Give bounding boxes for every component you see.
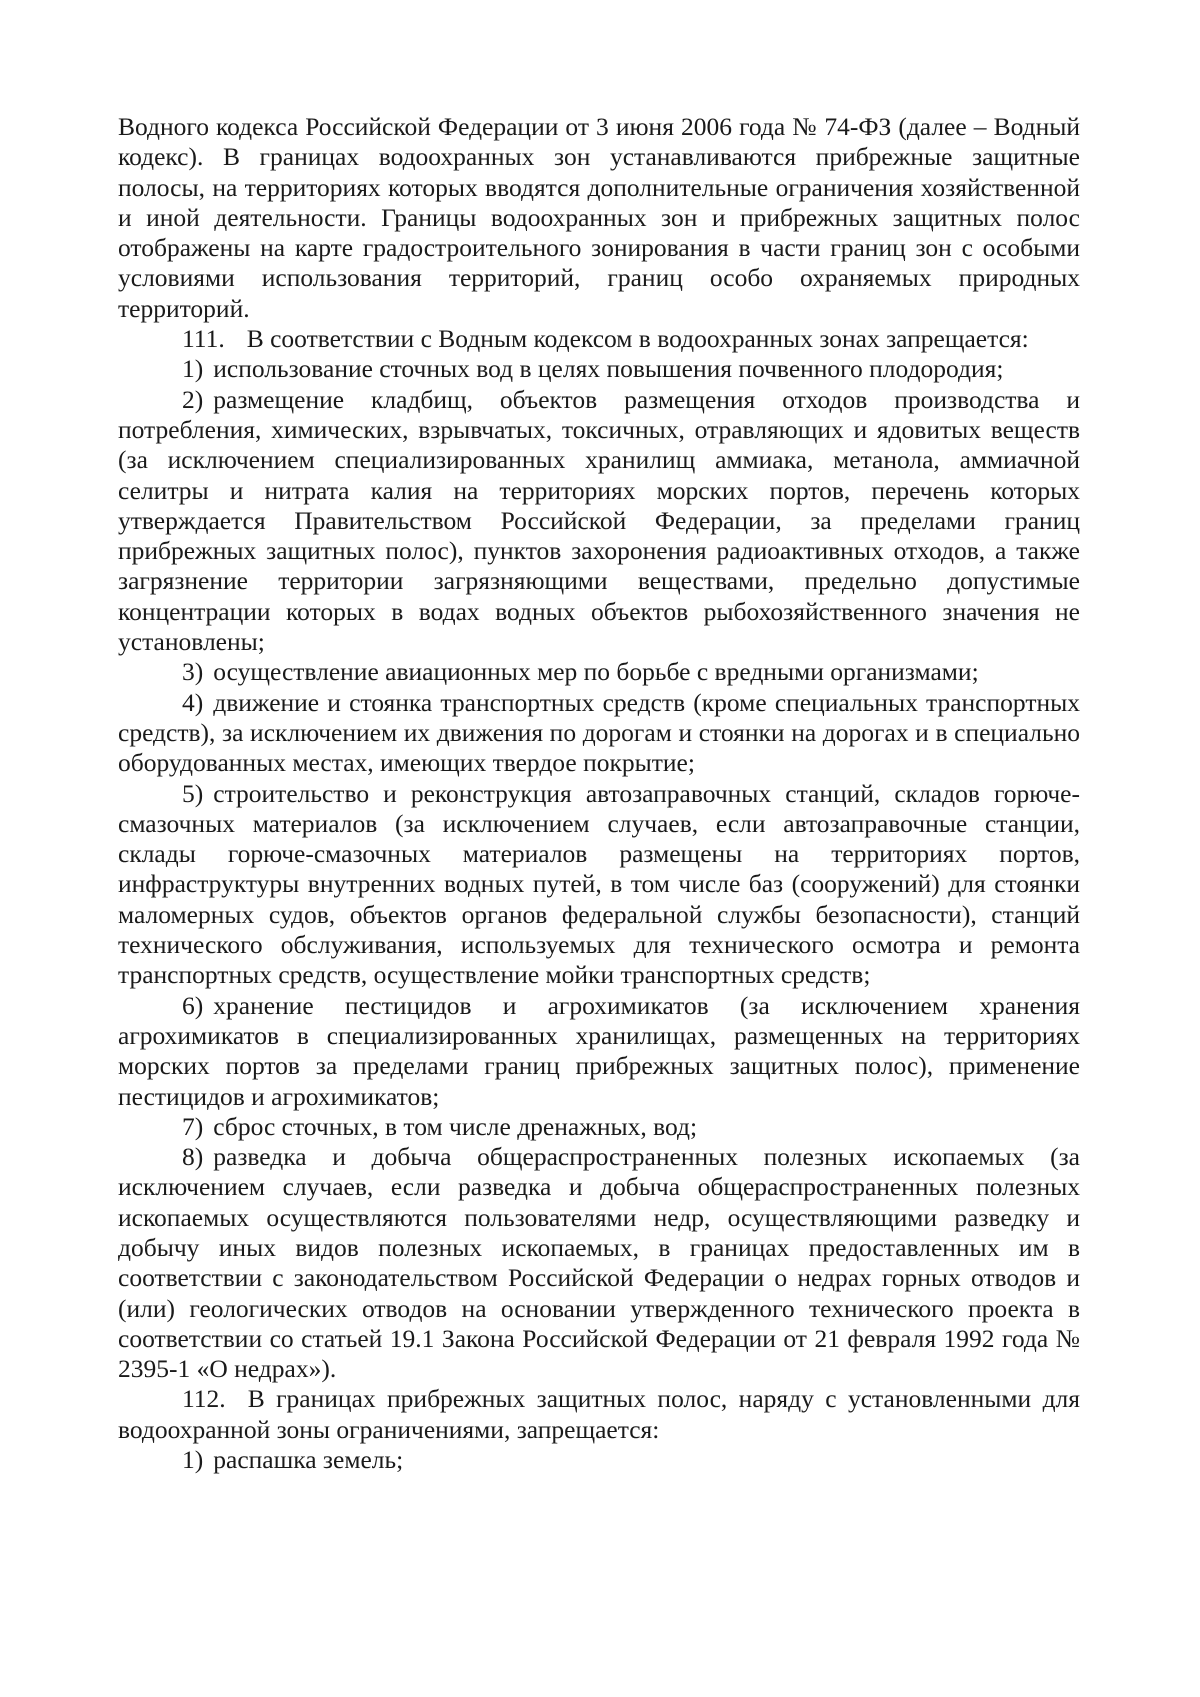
list-item-2 [118, 385, 1080, 658]
list-item-3 [118, 657, 1080, 687]
paragraph-continuation [118, 112, 1080, 324]
item-text: использование сточных вод в целях повышения почвенного плодородия; [213, 354, 1004, 384]
item-text: строительство и реконструкция автозаправочных станций, складов горюче-смазочных материалов (за исключением случаев, если автозаправочные станции, склады горюче-смазочных материалов размещены на территориях портов, инфраструктуры внутренних водных путей, в том числе баз (сооружений) для стоянки маломерных судов, объектов органов федеральной службы безопасности), станций технического обслуживания, используемых для технического осмотра и ремонта транспортных средств, осуществление мойки транспортных средств; [118, 778, 1080, 990]
list-item-8 [118, 1142, 1080, 1384]
item-number: 8) [182, 1142, 204, 1172]
item-text: осуществление авиационных мер по борьбе с вредными организмами; [213, 657, 979, 687]
list-item-1-clause-112 [118, 1445, 1080, 1475]
document-page [118, 112, 1080, 1475]
item-text: хранение пестицидов и агрохимикатов (за исключением хранения агрохимикатов в специализированных хранилищах, размещенных на территориях морских портов за пределами границ прибрежных защитных полос), применение пестицидов и агрохимикатов; [118, 990, 1080, 1111]
list-item-4 [118, 688, 1080, 779]
clause-112 [118, 1384, 1080, 1445]
item-number: 5) [182, 778, 204, 808]
item-number: 4) [182, 687, 204, 717]
item-number: 6) [182, 990, 204, 1020]
clause-text: В соответствии с Водным кодексом в водоохранных зонах запрещается: [246, 324, 1029, 354]
paragraph-text: Водного кодекса Российской Федерации от 3 июня 2006 года № 74-ФЗ (далее – Водный кодекс). В границах водоохранных зон устанавливаются прибрежные защитные полосы, на территориях которых вводятся дополнительные ограничения хозяйственной и иной деятельности. Границы водоохранных зон и прибрежных защитных полос отображены на карте градостроительного зонирования в части границ зон с особыми условиями использования территорий, границ особо охраняемых природных территорий. [118, 112, 1080, 323]
clause-number: 111. [182, 324, 225, 354]
list-item-7 [118, 1112, 1080, 1142]
item-number: 3) [182, 657, 204, 687]
item-number: 1) [182, 1445, 204, 1475]
item-text: движение и стоянка транспортных средств (кроме специальных транспортных средств), за исключением их движения по дорогам и стоянки на дорогах и в специально оборудованных местах, имеющих твердое покрытие; [118, 687, 1080, 778]
list-item-5 [118, 779, 1080, 991]
item-text: сброс сточных, в том числе дренажных, вод; [213, 1111, 698, 1141]
item-number: 2) [182, 384, 204, 414]
item-text: разведка и добыча общераспространенных полезных ископаемых (за исключением случаев, если разведка и добыча общераспространенных полезных ископаемых осуществляются пользователями недр, осуществляющими разведку и добычу иных видов полезных ископаемых, в границах предоставленных им в соответствии с законодательством Российской Федерации о недрах горных отводов и (или) геологических отводов на основании утвержденного технического проекта в соответствии со статьей 19.1 Закона Российской Федерации от 21 февраля 1992 года № 2395-1 «О недрах»). [118, 1142, 1080, 1384]
item-number: 7) [182, 1111, 204, 1141]
clause-111 [118, 324, 1080, 354]
list-item-1 [118, 354, 1080, 384]
item-number: 1) [182, 354, 204, 384]
item-text: распашка земель; [213, 1445, 404, 1475]
clause-number: 112. [182, 1384, 226, 1414]
item-text: размещение кладбищ, объектов размещения отходов производства и потребления, химических, взрывчатых, токсичных, отравляющих и ядовитых веществ (за исключением специализированных хранилищ аммиака, метанола, аммиачной селитры и нитрата калия на территориях морских портов, перечень которых утверждается Правительством Российской Федерации, за пределами границ прибрежных защитных полос), пунктов захоронения радиоактивных отходов, а также загрязнение территории загрязняющими веществами, предельно допустимые концентрации которых в водах водных объектов рыбохозяйственного значения не установлены; [118, 384, 1080, 657]
clause-text: В границах прибрежных защитных полос, наряду с установленными для водоохранной зоны ограничениями, запрещается: [118, 1384, 1080, 1444]
list-item-6 [118, 991, 1080, 1112]
